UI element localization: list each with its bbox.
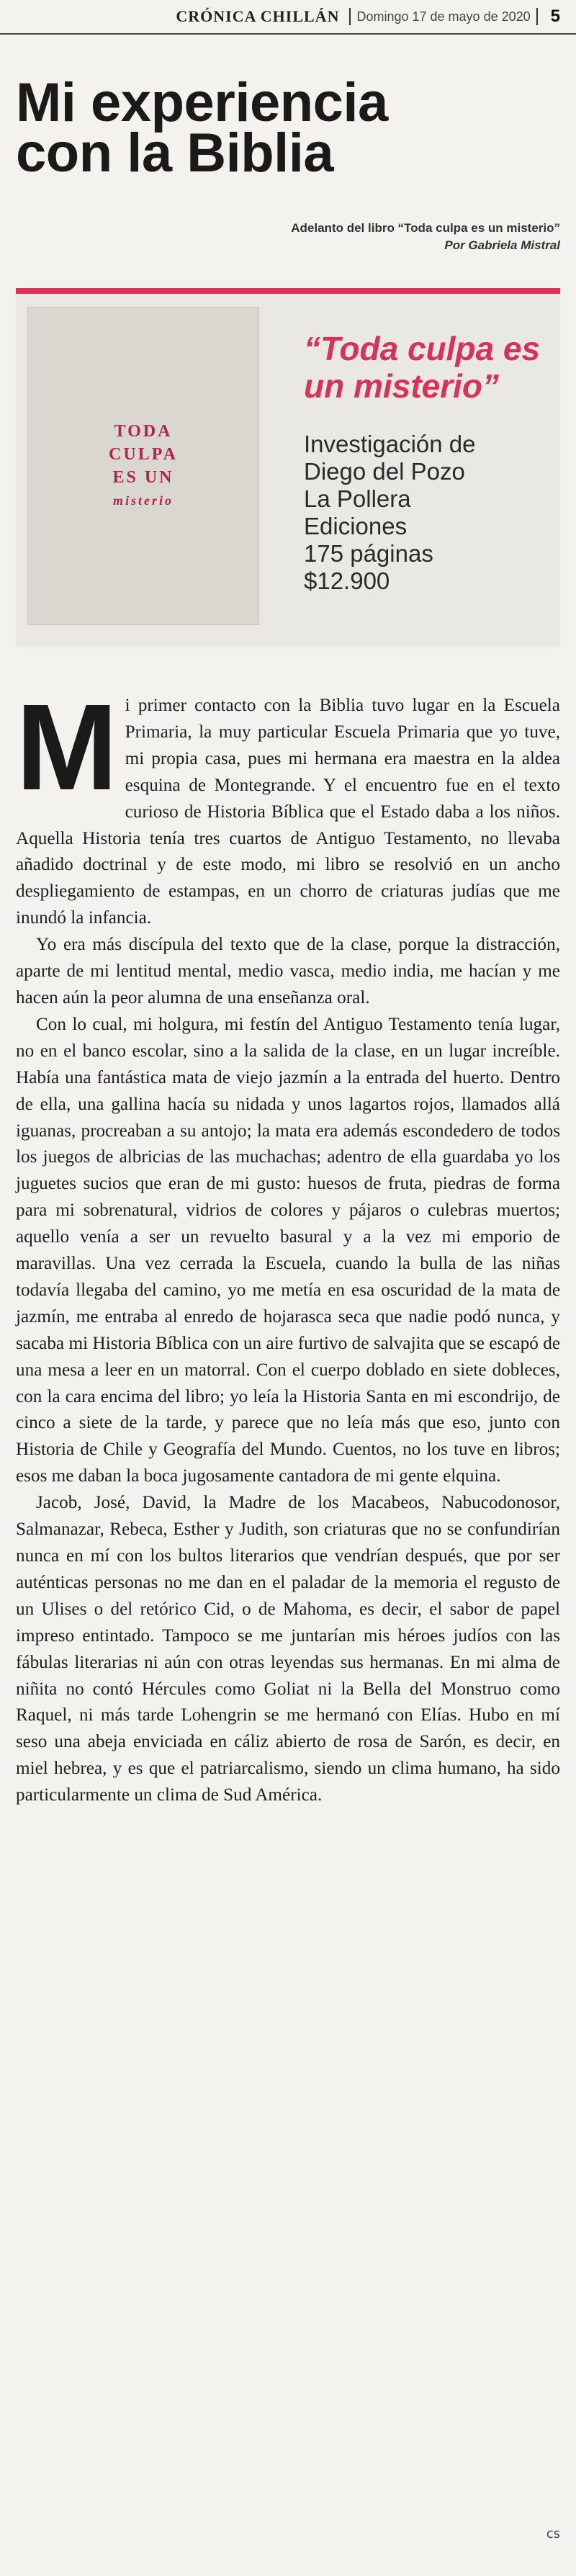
book-detail-line: Investigación de	[304, 431, 476, 457]
article-body	[16, 679, 560, 1809]
cover-title	[109, 420, 178, 512]
book-cover-image	[27, 307, 259, 625]
masthead-separator	[349, 8, 351, 25]
headline-line-2: con la Biblia	[16, 122, 334, 184]
book-detail-line: 175 páginas	[304, 540, 433, 567]
cover-title-line-1: TODA	[114, 422, 173, 441]
byline	[291, 220, 560, 254]
page-number: 5	[550, 6, 560, 26]
paragraph-3: Con lo cual, mi holgura, mi festín del Antiguo Testamento tenía lugar, no en el banco escolar, sino a la salida de la clase, en un lugar increíble. Había una fantástica mata de viejo jazmín a la entrada del huerto. Dentro de ella, una gallina hacía su nidada y unos lagartos rojos, llamados allá iguanas, procreaban a su antojo; la mata era además escondedero de todos los juegos de albricias de las muchachas; adentro de ella guardaba yo los juguetes sucios que eran de mi gusto: huesos de fruta, piedras de forma para mi sobrenatural, vidrios de colores y pájaros o culebras muertos; aquello venía a ser un revuelto basural y a la vez mi emporio de maravillas. Una vez cerrada la Escuela, cuando la bulla de las niñas todavía llegaba del camino, yo me metía en esa oscuridad de la mata de jazmín, me entraba al enredo de hojarasca seca que nadie podó nunca, y sacaba mi Historia Bíblica con un aire furtivo de salvajita que se escapó de una mesa a leer en un matorral. Con el cuerpo doblado en siete dobleces, con la cara encima del libro; yo leía la Historia Santa en mi escondrijo, de cinco a siete de la tarde, y parece que no leía más que eso, junto con Historia de Chile y Geografía del Mundo. Cuentos, no los tuve en libros; esos me daban la boca jugosamente cantadora de mi gente elquina.	[16, 1014, 560, 1486]
book-info-box	[16, 294, 560, 647]
accent-bar	[16, 288, 560, 294]
paragraph-2: Yo era más discípula del texto que de la clase, porque la distracción, aparte de mi lentitud mental, medio vasca, medio india, me hacían y me hacen aún la peor alumna de una enseñanza oral.	[16, 935, 560, 1007]
byline-author: Por Gabriela Mistral	[444, 238, 560, 252]
book-detail-line: Diego del Pozo	[304, 458, 465, 485]
cover-title-line-3: ES UN	[112, 468, 174, 487]
masthead	[0, 0, 576, 33]
cover-title-line-2: CULPA	[109, 445, 178, 464]
article-headline	[16, 72, 560, 184]
masthead-separator-2	[536, 8, 538, 25]
paragraph-1-text: i primer contacto con la Biblia tuvo lugar en la Escuela Primaria, la muy particular Escuela Primaria que yo tuve, mi propia casa, pues mi hermana era maestra en la aldea esquina de Montegrande. Y el encuentro fue en el texto curioso de Historia Bíblica que el Estado daba a los niños. Aquella Historia tenía tres cuartos de Antiguo Testamento, no llevaba añadido doctrinal y de este modo, mi libro se resolvió en un ancho despliegamiento de estampas, en un chorro de criaturas judías que me inundó la infancia.	[16, 696, 560, 928]
paragraph-4: Jacob, José, David, la Madre de los Macabeos, Nabucodonosor, Salmanazar, Rebeca, Esther y Judith, son criaturas que no se confundirían nunca en mí con los bultos literarios que vendrían después, que por ser auténticas personas no me dan en el paladar de la memoria el regusto de un Ulises o del retórico Cid, o de Mahoma, es decir, el sabor de papel impreso entintado. Tampoco se me juntarían mis héroes judíos con las fábulas literarias ni aún con otras leyendas sus hermanas. En mi alma de niñita no contó Hércules como Goliat ni la Bella del Monstruo como Raquel, ni más tarde Lohengrin se me hermanó con Elías. Hubo en mí seso una abeja enviciada en cáliz abierto de rosa de Sarón, es decir, en miel hebrea, y es que el patriarcalismo, siendo un clima humano, ha sido particularmente un clima de Sud América.	[16, 1493, 560, 1805]
book-cover-content	[28, 308, 258, 624]
publication-date: Domingo 17 de mayo de 2020	[356, 9, 531, 24]
book-details	[304, 431, 546, 595]
book-detail-line: La Pollera	[304, 485, 411, 512]
cover-title-line-4: misterio	[112, 493, 174, 508]
headline-line-1: Mi experiencia	[16, 72, 388, 133]
byline-source: Adelanto del libro “Toda culpa es un misterio”	[291, 221, 560, 235]
drop-cap: M	[16, 679, 118, 816]
book-title: “Toda culpa es un misterio”	[304, 330, 541, 405]
paragraph-1	[16, 679, 560, 932]
book-detail-line: Ediciones	[304, 513, 408, 539]
header-rule	[0, 33, 576, 35]
end-mark: cs	[546, 2526, 560, 2541]
newspaper-name: CRÓNICA CHILLÁN	[176, 7, 340, 25]
book-details-panel	[304, 330, 546, 595]
book-price: $12.900	[304, 567, 390, 594]
